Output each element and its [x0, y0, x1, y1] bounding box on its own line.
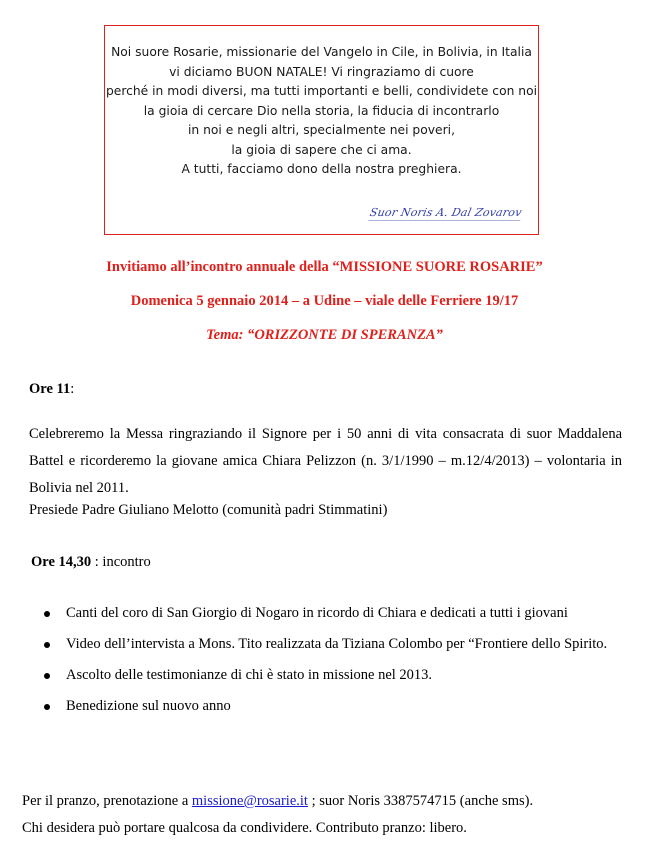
invitation-title: Invitiamo all’incontro annuale della “MISSIONE SUORE ROSARIE” [106, 259, 543, 275]
lunch-booking-prefix: Per il pranzo, prenotazione a [22, 793, 192, 809]
list-item-text: Canti del coro di San Giorgio di Nogaro in ricordo di Chiara e dedicati a tutti i giovani [66, 605, 568, 621]
greeting-line: la gioia di sapere che ci ama. [231, 142, 412, 157]
ore11-colon: : [70, 381, 75, 397]
bullet-icon [44, 642, 50, 648]
list-item-text: Benedizione sul nuovo anno [66, 698, 231, 714]
greeting-line: la gioia di cercare Dio nella storia, la fiducia di incontrarlo [143, 103, 500, 118]
list-item-text: Ascolto delle testimonianze di chi è stato in missione nel 2013. [66, 667, 433, 683]
ore11-paragraph: Celebreremo la Messa ringraziando il Signore per i 50 anni di vita consacrata di suor Maddalena Battel e ricorderemo la giovane amica Chiara Pelizzon (n. 3/1/1990 – m.12/4/2013) – volontaria in Bolivia nel 2011. [29, 426, 622, 496]
program-list [42, 600, 622, 720]
greeting-line: A tutti, facciamo dono della nostra preghiera. [181, 162, 462, 176]
greeting-line: in noi e negli altri, specialmente nei poveri, [188, 123, 455, 137]
list-item [42, 662, 622, 689]
lunch-contribution-line: Chi desidera può portare qualcosa da condividere. Contributo pranzo: libero. [22, 820, 467, 836]
ore11-heading [29, 380, 74, 398]
ore11-label: Ore 11 [29, 381, 71, 397]
event-date-location: Domenica 5 gennaio 2014 – a Udine – viale delle Ferriere 19/17 [130, 293, 519, 309]
lunch-booking-suffix: ; suor Noris 3387574715 (anche sms). [307, 793, 534, 809]
lunch-booking-line [22, 792, 533, 810]
event-theme: Tema: “ORIZZONTE DI SPERANZA” [206, 327, 443, 343]
list-item [42, 631, 622, 658]
email-link[interactable]: missione@rosarie.it [191, 793, 308, 809]
greeting-line: Noi suore Rosarie, missionarie del Vangelo in Cile, in Bolivia, in Italia [111, 45, 532, 59]
list-item [42, 600, 622, 627]
bullet-icon [44, 611, 50, 617]
greeting-box [104, 25, 539, 235]
greeting-line: perché in modi diversi, ma tutti importanti e belli, condividete con noi [105, 84, 538, 98]
handwritten-signature [369, 206, 523, 219]
list-item [42, 693, 622, 720]
ore1430-label: Ore 14,30 [31, 554, 92, 570]
signature-text: Suor Noris A. Dal Zovarov [368, 206, 524, 219]
signature-underline [369, 220, 521, 221]
bullet-icon [44, 704, 50, 710]
presider-line: Presiede Padre Giuliano Melotto (comunità padri Stimmatini) [29, 502, 388, 518]
ore1430-heading [31, 553, 151, 571]
bullet-icon [44, 673, 50, 679]
greeting-line: vi diciamo BUON NATALE! Vi ringraziamo di cuore [169, 64, 474, 79]
list-item-text: Video dell’intervista a Mons. Tito realizzata da Tiziana Colombo per “Frontiere dello Spirito. [66, 636, 608, 652]
ore1430-suffix: : incontro [91, 554, 151, 570]
greeting-text [105, 43, 538, 180]
